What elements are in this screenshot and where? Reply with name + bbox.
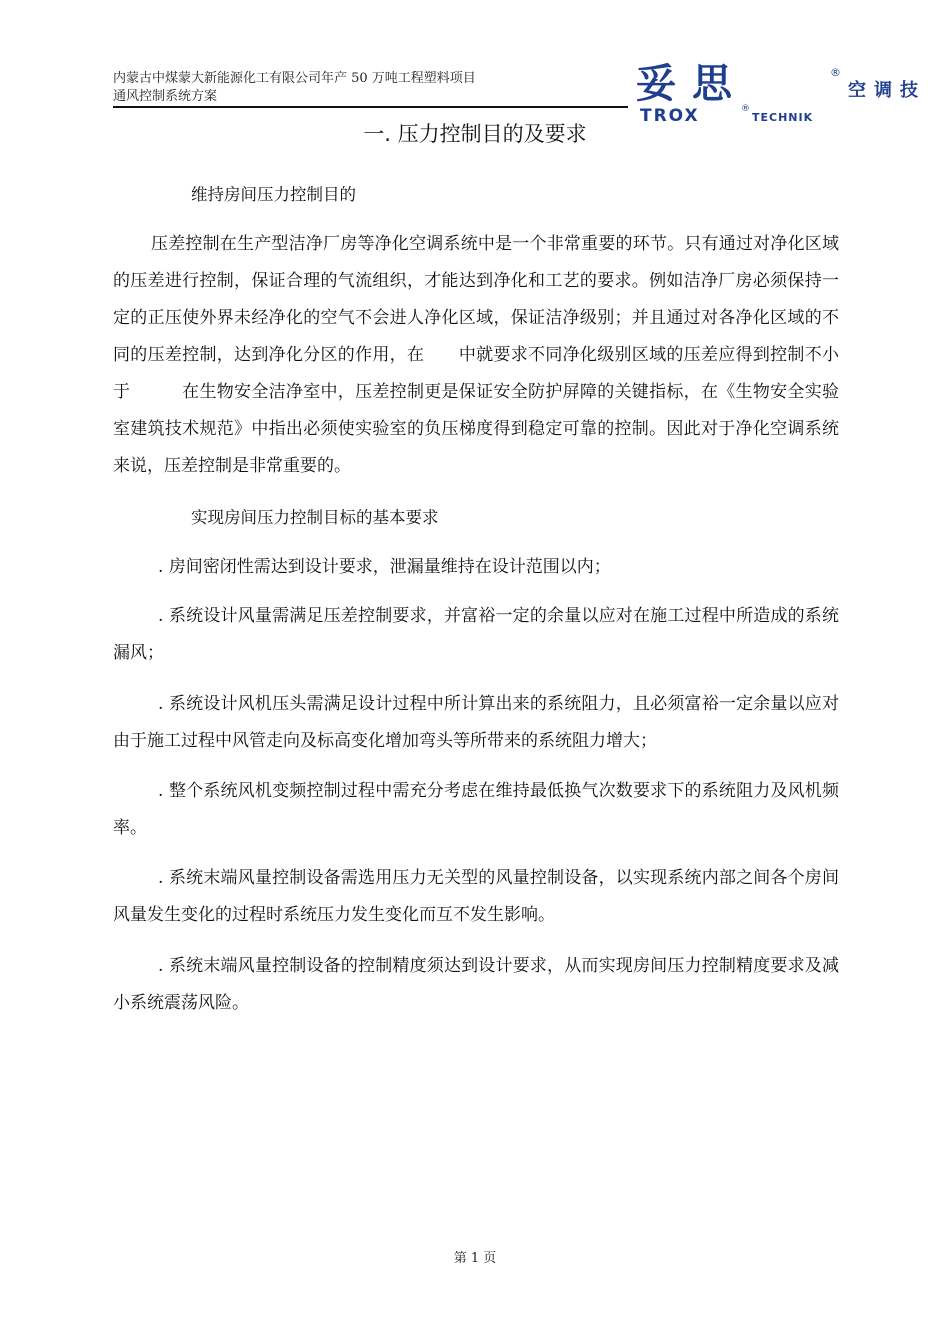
logo-registered-mark-small: ® bbox=[741, 104, 750, 114]
logo-registered-mark: ® bbox=[830, 66, 841, 79]
logo-suffix-text: TECHNIK bbox=[752, 111, 814, 124]
requirement-item: . 系统末端风量控制设备需选用压力无关型的风量控制设备，以实现系统内部之间各个房间风量发生变化的过程时系统压力发生变化而互不发生影响。 bbox=[113, 868, 839, 925]
header-document-title: 通风控制系统方案 bbox=[113, 89, 218, 104]
logo-chinese-text: 妥思 bbox=[636, 61, 748, 107]
purpose-paragraph: 压差控制在生产型洁净厂房等净化空调系统中是一个非常重要的环节。只有通过对净化区域的压差进行控制，保证合理的气流组织，才能达到净化和工艺的要求。例如洁净厂房必须保持一定的正压使外界未经净化的空气不会进人净化区域，保证洁净级别；并且通过对各净化区域的不同的压差控制，达到净化分区的作用，在 中就要求不同净化级别区域的压差应得到控制不小于 在生物安全洁净室中，压差控制更是保证安全防护屏障的关键指标，在《生物安全实验室建筑技术规范》中指出必须使实验室的负压梯度得到稳定可靠的控制。因此对于净化空调系统来说，压差控制是非常重要的。 bbox=[113, 234, 839, 476]
requirement-item: . 系统末端风量控制设备的控制精度须达到设计要求，从而实现房间压力控制精度要求及减小系统震荡风险。 bbox=[113, 956, 839, 1013]
header-project-title: 内蒙古中煤蒙大新能源化工有限公司年产 50 万吨工程塑料项目 bbox=[113, 71, 476, 86]
requirement-item: . 房间密闭性需达到设计要求，泄漏量维持在设计范围以内； bbox=[158, 557, 611, 577]
page-header bbox=[113, 70, 476, 106]
trox-logo bbox=[636, 61, 950, 126]
requirement-item: . 系统设计风机压头需满足设计过程中所计算出来的系统阻力，且必须富裕一定余量以应对由于施工过程中风管走向及标高变化增加弯头等所带来的系统阻力增大； bbox=[113, 694, 839, 751]
section-title: 一. 压力控制目的及要求 bbox=[363, 122, 587, 146]
subsection-heading-requirements: 实现房间压力控制目标的基本要求 bbox=[191, 508, 439, 527]
requirement-item: . 整个系统风机变频控制过程中需充分考虑在维持最低换气次数要求下的系统阻力及风机频率。 bbox=[113, 781, 839, 838]
subsection-heading-purpose: 维持房间压力控制目的 bbox=[191, 185, 356, 204]
header-rule bbox=[113, 106, 628, 108]
requirement-item: . 系统设计风量需满足压差控制要求，并富裕一定的余量以应对在施工过程中所造成的系统漏风； bbox=[113, 606, 839, 663]
logo-aircon-text: 空调技 bbox=[848, 80, 926, 101]
page-number: 第 1 页 bbox=[453, 1251, 497, 1266]
logo-brand-text: TROX bbox=[640, 106, 700, 126]
